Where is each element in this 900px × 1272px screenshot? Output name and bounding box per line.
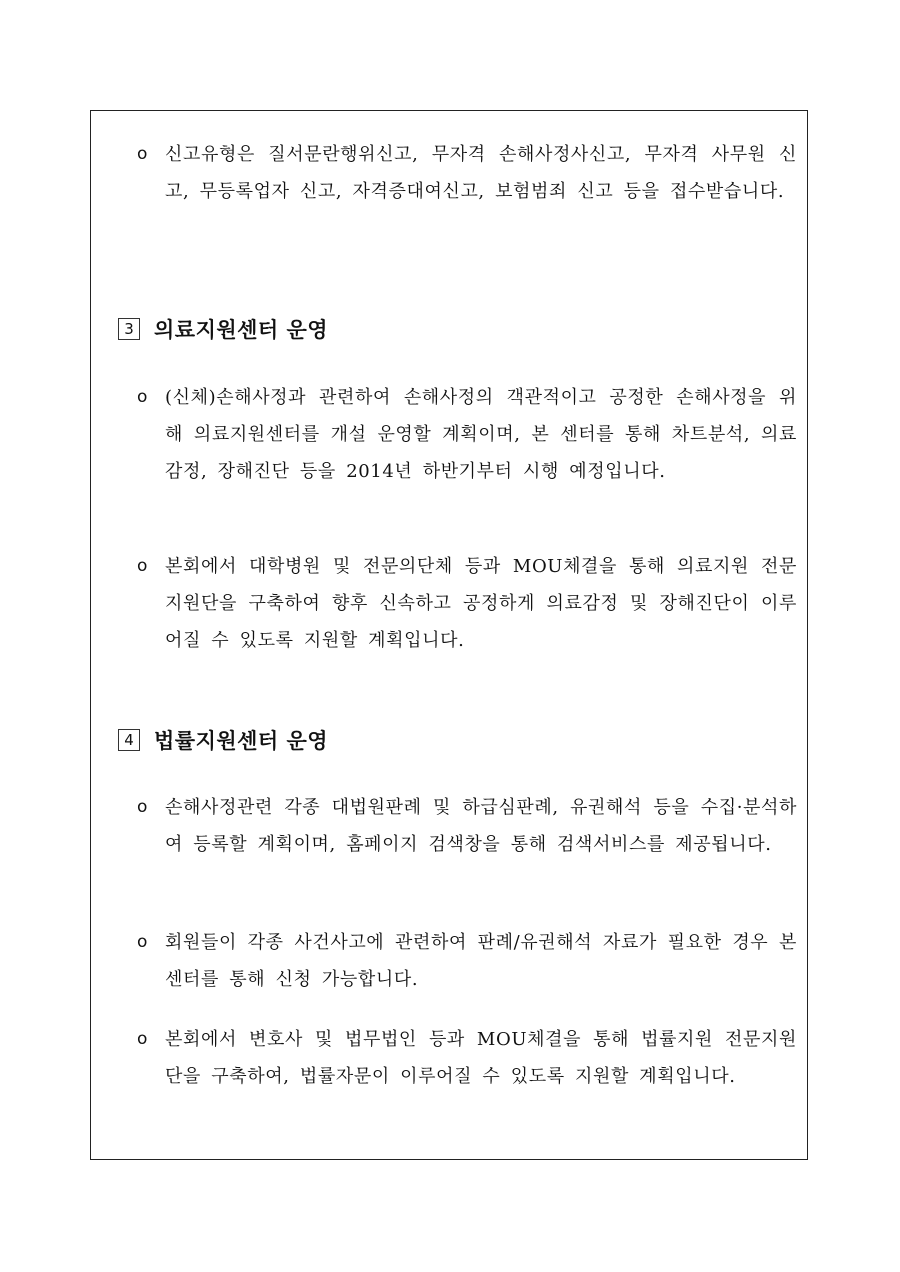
- section-heading-legal-support: [118, 725, 328, 755]
- bullet-marker: o: [137, 144, 148, 164]
- bullet-item-legal-mou: [137, 1021, 797, 1095]
- bullet-text: (신체)손해사정과 관련하여 손해사정의 객관적이고 공정한 손해사정을 위해 의료지원센터를 개설 운영할 계획이며, 본 센터를 통해 차트분석, 의료감정, 장해진단 등을 2014년 하반기부터 시행 예정입니다.: [165, 387, 797, 482]
- section-title: 법률지원센터 운영: [154, 729, 329, 753]
- bullet-text: 신고유형은 질서문란행위신고, 무자격 손해사정사신고, 무자격 사무원 신고, 무등록업자 신고, 자격증대여신고, 보험범죄 신고 등을 접수받습니다.: [165, 144, 797, 202]
- section-heading-medical-support: [118, 314, 328, 344]
- bullet-marker: o: [137, 1029, 148, 1049]
- bullet-text: 본회에서 변호사 및 법무법인 등과 MOU체결을 통해 법률지원 전문지원단을 구축하여, 법률자문이 이루어질 수 있도록 지원할 계획입니다.: [165, 1029, 797, 1087]
- bullet-text: 본회에서 대학병원 및 전문의단체 등과 MOU체결을 통해 의료지원 전문지원단을 구축하여 향후 신속하고 공정하게 의료감정 및 장해진단이 이루어질 수 있도록 지원할 계획입니다.: [165, 556, 797, 651]
- bullet-item-report-types: [137, 136, 797, 210]
- bullet-marker: o: [137, 932, 148, 952]
- bullet-marker: o: [137, 387, 148, 407]
- bullet-item-precedents: [137, 789, 797, 863]
- bullet-marker: o: [137, 797, 148, 817]
- bullet-item-member-requests: [137, 924, 797, 998]
- section-number-box: 3: [118, 318, 140, 340]
- bullet-item-medical-center: [137, 379, 797, 490]
- bullet-marker: o: [137, 556, 148, 576]
- bullet-item-medical-mou: [137, 548, 797, 659]
- bullet-text: 회원들이 각종 사건사고에 관련하여 판례/유권해석 자료가 필요한 경우 본 센터를 통해 신청 가능합니다.: [165, 932, 797, 990]
- section-number-box: 4: [118, 729, 140, 751]
- section-title: 의료지원센터 운영: [154, 318, 329, 342]
- bullet-text: 손해사정관련 각종 대법원판례 및 하급심판례, 유권해석 등을 수집·분석하여 등록할 계획이며, 홈페이지 검색창을 통해 검색서비스를 제공됩니다.: [165, 797, 797, 855]
